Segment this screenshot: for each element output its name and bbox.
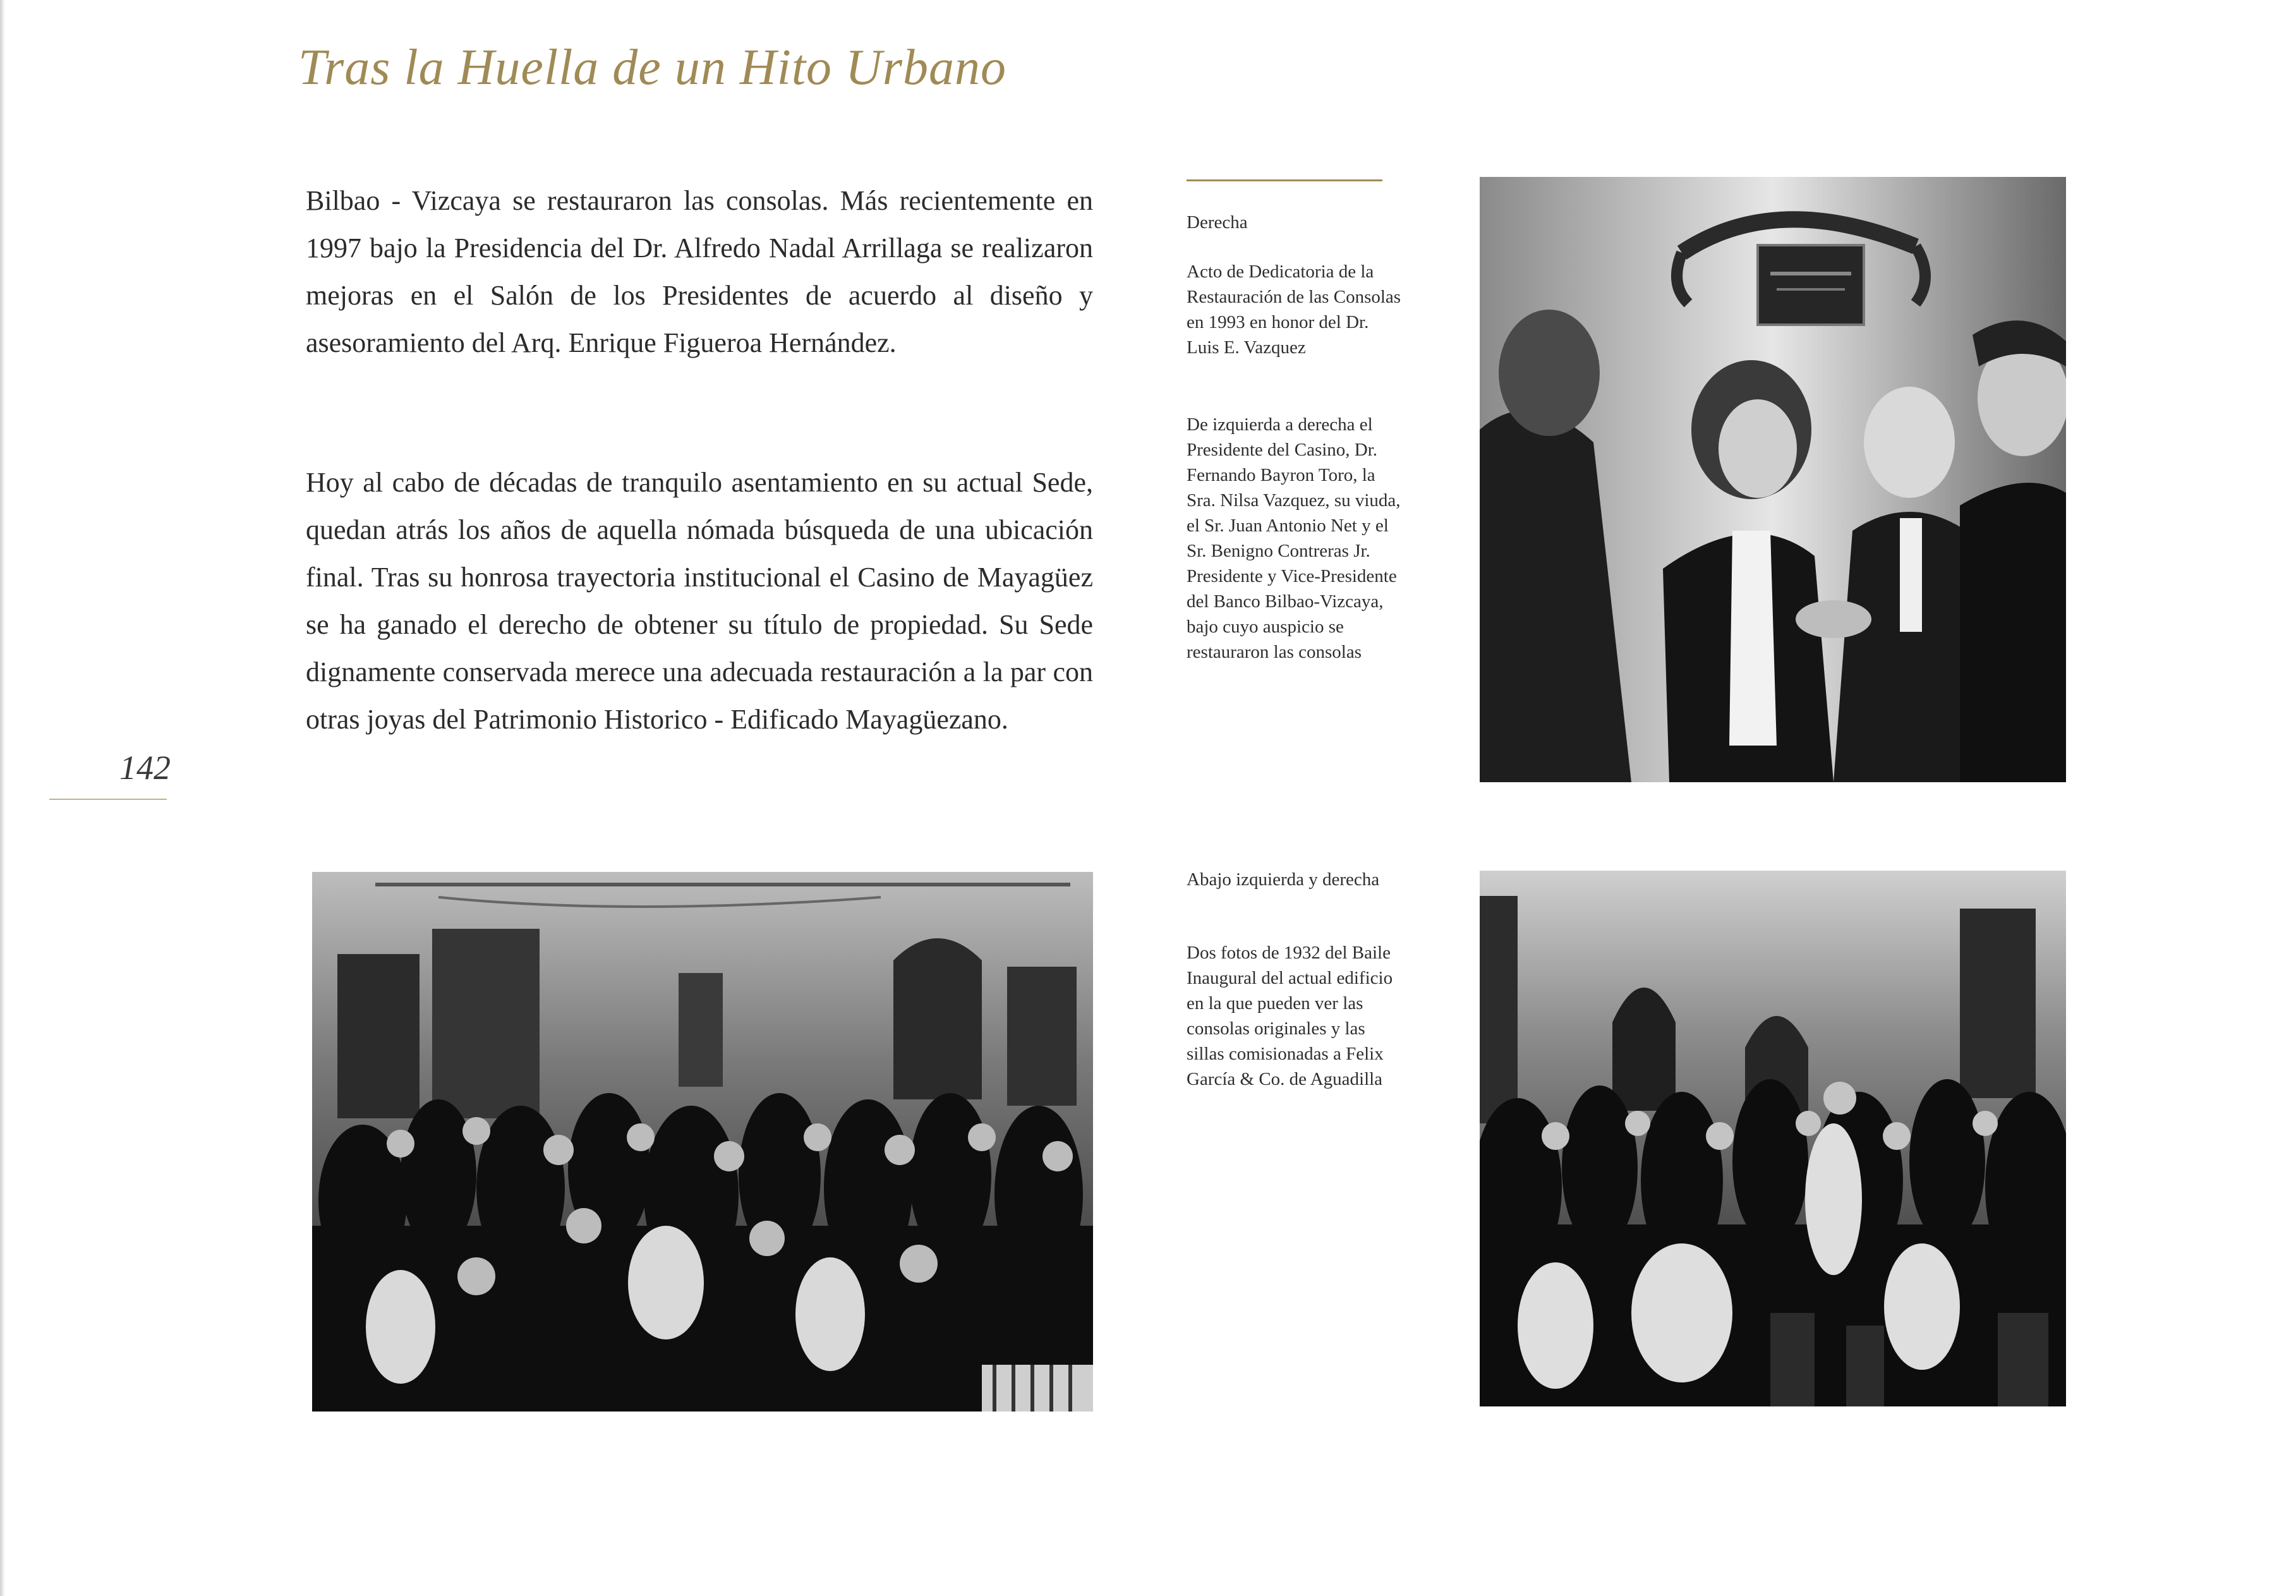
caption-right-body-1: Acto de Dedicatoria de la Restauración de las Consolas en 1993 en honor del Dr. Luis E. Vazquez [1187,262,1401,358]
caption-bottom-heading: Abajo izquierda y derecha [1187,869,1380,890]
caption-right-heading: Derecha [1187,212,1248,233]
page-number-rule [49,799,167,800]
page-number: 142 [119,749,171,787]
photo-dedication-ceremony [1480,177,2066,782]
photo-ballroom-1932-left [312,872,1093,1412]
photo-ballroom-1932-right [1480,871,2066,1406]
body-paragraph-1: Bilbao - Vizcaya se restauraron las consolas. Más recientemente en 1997 bajo la Presidencia del Dr. Alfredo Nadal Arrillaga se realizaron mejoras en el Salón de los Presidentes de acuerdo al diseño y asesoramiento del Arq. Enrique Figueroa Hernández. [306,185,1093,358]
caption-right-body-2: De izquierda a derecha el Presidente del Casino, Dr. Fernando Bayron Toro, la Sra. Nilsa Vazquez, su viuda, el Sr. Juan Antonio Net y el Sr. Benigno Contreras Jr. Presidente y Vice-Presidente del Banco Bilbao-Vizcaya, bajo cuyo auspicio se restauraron las consolas [1187,414,1401,662]
running-header-title: Tras la Huella de un Hito Urbano [298,40,1006,95]
caption-bottom-body: Dos fotos de 1932 del Baile Inaugural del actual edificio en la que pueden ver las consolas originales y las sillas comisionadas a Felix García & Co. de Aguadilla [1187,943,1393,1089]
page-gutter-shadow [0,0,5,1596]
caption-divider-rule [1187,179,1382,181]
body-paragraph-2: Hoy al cabo de décadas de tranquilo asentamiento en su actual Sede, quedan atrás los años de aquella nómada búsqueda de una ubicación final. Tras su honrosa trayectoria institucional el Casino de Mayagüez se ha ganado el derecho de obtener su título de propiedad. Su Sede dignamente conservada merece una adecuada restauración a la par con otras joyas del Patrimonio Historico - Edificado Mayagüezano. [306,467,1093,735]
